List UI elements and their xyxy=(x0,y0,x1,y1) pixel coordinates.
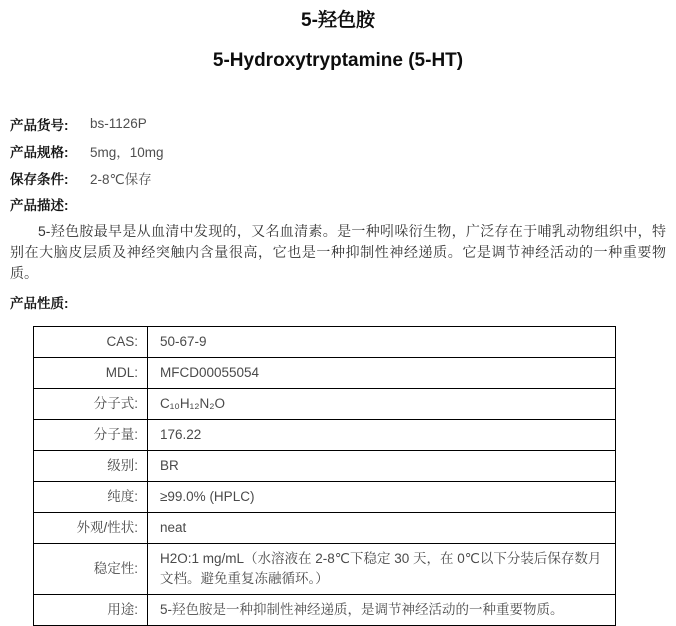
product-info-block xyxy=(10,110,666,191)
property-label-cell: CAS: xyxy=(34,327,148,358)
properties-table xyxy=(33,326,616,626)
info-label: 产品规格: xyxy=(10,144,69,160)
info-value: bs-1126P xyxy=(90,116,147,131)
property-label-cell: 级别: xyxy=(34,451,148,482)
table-row xyxy=(34,595,616,626)
info-label: 产品货号: xyxy=(10,117,69,133)
table-row xyxy=(34,544,616,595)
table-row xyxy=(34,327,616,358)
table-row xyxy=(34,389,616,420)
description-heading: 产品描述: xyxy=(10,198,69,213)
info-value: 5mg，10mg xyxy=(90,144,164,160)
property-value-cell: neat xyxy=(148,513,616,544)
table-row xyxy=(34,513,616,544)
property-value-cell: MFCD00055054 xyxy=(148,358,616,389)
description-text: 5-羟色胺最早是从血清中发现的，又名血清素。是一种吲哚衍生物，广泛存在于哺乳动物组织中，特别在大脑皮层质及神经突触内含量很高，它也是一种抑制性神经递质。它是调节神经活动的一种重要物质。 xyxy=(10,223,666,281)
property-label-cell: 稳定性: xyxy=(34,544,148,595)
property-label-cell: MDL: xyxy=(34,358,148,389)
page-subtitle: 5-Hydroxytryptamine (5-HT) xyxy=(212,50,464,71)
properties-heading: 产品性质: xyxy=(10,296,69,311)
property-value-cell: 50-67-9 xyxy=(148,327,616,358)
property-label-cell: 分子式: xyxy=(34,389,148,420)
property-value-cell: BR xyxy=(148,451,616,482)
info-row xyxy=(10,164,666,191)
property-label-cell: 外观/性状: xyxy=(34,513,148,544)
info-row xyxy=(10,137,666,164)
table-row xyxy=(34,358,616,389)
property-value-cell: 176.22 xyxy=(148,420,616,451)
info-row xyxy=(10,110,666,137)
page-title: 5-羟色胺 xyxy=(301,10,375,31)
info-label: 保存条件: xyxy=(10,171,69,187)
property-value-cell: C₁₀H₁₂N₂O xyxy=(148,389,616,420)
property-value-cell: H2O:1 mg/mL（水溶液在 2-8℃下稳定 30 天，在 0℃以下分装后保存数月文档。避免重复冻融循环。） xyxy=(148,544,616,595)
property-label-cell: 分子量: xyxy=(34,420,148,451)
table-row xyxy=(34,482,616,513)
info-value: 2-8℃保存 xyxy=(90,171,152,187)
property-label-cell: 用途: xyxy=(34,595,148,626)
property-value-cell: ≥99.0% (HPLC) xyxy=(148,482,616,513)
property-value-cell: 5-羟色胺是一种抑制性神经递质，是调节神经活动的一种重要物质。 xyxy=(148,595,616,626)
table-row xyxy=(34,420,616,451)
table-row xyxy=(34,451,616,482)
property-label-cell: 纯度: xyxy=(34,482,148,513)
